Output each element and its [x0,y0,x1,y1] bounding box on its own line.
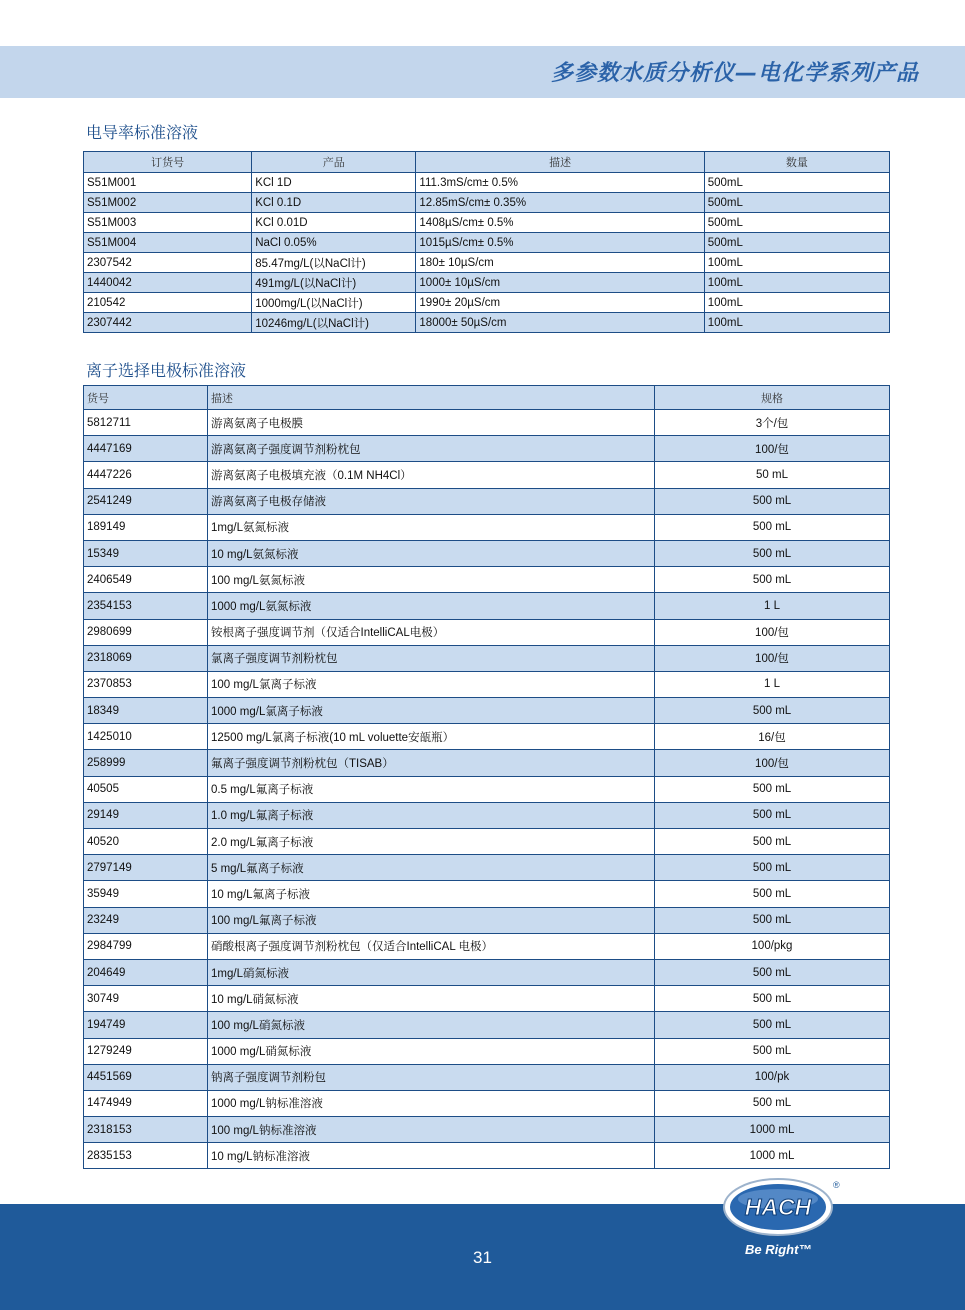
table-cell: 500 mL [655,698,890,724]
table-row [84,488,890,514]
ise-table [83,385,890,1169]
table-cell: 100 mg/L氯离子标液 [208,671,655,697]
table-cell: 游离氨离子强度调节剂粉枕包 [208,436,655,462]
table-cell: 2406549 [84,567,208,593]
table-row [84,193,890,213]
table-row [84,514,890,540]
table-cell: 23249 [84,907,208,933]
conductivity-section-title: 电导率标准溶液 [86,123,199,142]
table-cell: 500 mL [655,540,890,566]
table-row [84,410,890,436]
table-row [84,1090,890,1116]
table-cell: 100 mg/L钠标准溶液 [208,1117,655,1143]
table-cell: 2541249 [84,488,208,514]
table-cell: 500 mL [655,567,890,593]
table-cell: 491mg/L(以NaCl计) [252,273,416,293]
table-cell: 10 mg/L硝氮标液 [208,986,655,1012]
column-header: 产品 [252,152,416,173]
table-cell: 游离氨离子电极存储液 [208,488,655,514]
table-row [84,907,890,933]
tagline: Be Right™ [745,1242,812,1257]
table-cell: KCl 0.01D [252,213,416,233]
table-cell: 40520 [84,829,208,855]
table-cell: 3个/包 [655,410,890,436]
table-cell: 500 mL [655,488,890,514]
table-cell: S51M001 [84,173,252,193]
table-cell: 500 mL [655,514,890,540]
table-row [84,593,890,619]
table-cell: 2318153 [84,1117,208,1143]
column-header: 数量 [704,152,889,173]
table-cell: 29149 [84,802,208,828]
table-cell: 游离氨离子电极膜 [208,410,655,436]
table-cell: 500 mL [655,907,890,933]
table-row [84,1038,890,1064]
table-cell: 5 mg/L氟离子标液 [208,855,655,881]
table-cell: 100mL [704,293,889,313]
table-cell: 18349 [84,698,208,724]
table-cell: 1.0 mg/L氟离子标液 [208,802,655,828]
table-cell: 2980699 [84,619,208,645]
table-cell: 100mL [704,313,889,333]
column-header: 货号 [84,386,208,410]
table-cell: 500 mL [655,881,890,907]
table-cell: 500 mL [655,1038,890,1064]
table-cell: 1990± 20µS/cm [416,293,704,313]
table-cell: 10246mg/L(以NaCl计) [252,313,416,333]
table-row [84,1012,890,1038]
table-cell: 1 L [655,671,890,697]
table-row [84,1117,890,1143]
table-cell: 1000 mL [655,1117,890,1143]
table-cell: 500 mL [655,986,890,1012]
table-cell: 500mL [704,173,889,193]
table-row [84,698,890,724]
table-cell: 游离氨离子电极填充液（0.1M NH4Cl） [208,462,655,488]
table-cell: 氯离子强度调节剂粉枕包 [208,645,655,671]
conductivity-table [83,151,890,333]
table-cell: 189149 [84,514,208,540]
hach-logo-text: HACH [744,1194,812,1220]
table-cell: 铵根离子强度调节剂（仅适合IntelliCAL电极） [208,619,655,645]
table-cell: NaCl 0.05% [252,233,416,253]
table-cell: S51M003 [84,213,252,233]
table-row [84,273,890,293]
hach-logo [722,1175,838,1237]
table-cell: 100mL [704,253,889,273]
table-cell: 500 mL [655,802,890,828]
ise-section-title: 离子选择电极标准溶液 [86,361,247,380]
table-cell: 111.3mS/cm± 0.5% [416,173,704,193]
table-cell: 500 mL [655,959,890,985]
table-row [84,540,890,566]
table-cell: 2370853 [84,671,208,697]
table-cell: 1474949 [84,1090,208,1116]
table-cell: KCl 0.1D [252,193,416,213]
table-row [84,645,890,671]
column-header: 描述 [416,152,704,173]
table-cell: 4451569 [84,1064,208,1090]
table-cell: 100/pkg [655,933,890,959]
table-cell: 1408µS/cm± 0.5% [416,213,704,233]
table-cell: 500mL [704,233,889,253]
table-cell: 500mL [704,213,889,233]
table-cell: KCl 1D [252,173,416,193]
table-row [84,1064,890,1090]
table-cell: 18000± 50µS/cm [416,313,704,333]
table-cell: 15349 [84,540,208,566]
page-title: 多参数水质分析仪—电化学系列产品 [550,61,919,86]
table-cell: 16/包 [655,724,890,750]
table-row [84,233,890,253]
table-cell: 100/包 [655,436,890,462]
table-cell: 2984799 [84,933,208,959]
table-cell: 30749 [84,986,208,1012]
table-cell: 10 mg/L氨氮标液 [208,540,655,566]
table-cell: 500 mL [655,1012,890,1038]
table-row [84,567,890,593]
table-cell: 钠离子强度调节剂粉包 [208,1064,655,1090]
table-row [84,829,890,855]
table-cell: 2307542 [84,253,252,273]
table-row [84,776,890,802]
table-cell: 2835153 [84,1143,208,1169]
table-cell: 2797149 [84,855,208,881]
table-cell: 1279249 [84,1038,208,1064]
table-cell: 1mg/L硝氮标液 [208,959,655,985]
table-cell: S51M004 [84,233,252,253]
table-cell: 100/包 [655,619,890,645]
column-header: 规格 [655,386,890,410]
table-cell: 100 mg/L氨氮标液 [208,567,655,593]
column-header: 描述 [208,386,655,410]
table-header-row [84,386,890,410]
table-cell: 500 mL [655,829,890,855]
table-row [84,959,890,985]
table-cell: 4447226 [84,462,208,488]
table-cell: 1440042 [84,273,252,293]
table-cell: 100/包 [655,750,890,776]
table-cell: 100 mg/L硝氮标液 [208,1012,655,1038]
table-cell: 5812711 [84,410,208,436]
table-cell: 1000 mg/L硝氮标液 [208,1038,655,1064]
table-cell: 500 mL [655,1090,890,1116]
table-cell: 硝酸根离子强度调节剂粉枕包（仅适合IntelliCAL 电极） [208,933,655,959]
table-row [84,436,890,462]
table-cell: 12500 mg/L氯离子标液(10 mL voluette安瓿瓶） [208,724,655,750]
table-row [84,750,890,776]
table-cell: 100/pk [655,1064,890,1090]
table-cell: 500 mL [655,855,890,881]
page-number: 31 [473,1248,492,1267]
table-cell: 2354153 [84,593,208,619]
table-row [84,619,890,645]
registered-mark: ® [833,1180,840,1190]
table-cell: S51M002 [84,193,252,213]
table-row [84,293,890,313]
table-cell: 194749 [84,1012,208,1038]
table-cell: 100mL [704,273,889,293]
table-row [84,313,890,333]
table-cell: 40505 [84,776,208,802]
table-cell: 258999 [84,750,208,776]
table-cell: 氟离子强度调节剂粉枕包（TISAB） [208,750,655,776]
table-cell: 2318069 [84,645,208,671]
table-cell: 1000 mg/L氨氮标液 [208,593,655,619]
table-cell: 1000 mg/L钠标准溶液 [208,1090,655,1116]
table-cell: 210542 [84,293,252,313]
table-cell: 1000 mL [655,1143,890,1169]
table-cell: 12.85mS/cm± 0.35% [416,193,704,213]
table-cell: 50 mL [655,462,890,488]
table-cell: 2307442 [84,313,252,333]
column-header: 订货号 [84,152,252,173]
table-cell: 1000 mg/L氯离子标液 [208,698,655,724]
table-cell: 1 L [655,593,890,619]
table-cell: 204649 [84,959,208,985]
table-cell: 35949 [84,881,208,907]
table-cell: 1015µS/cm± 0.5% [416,233,704,253]
table-row [84,986,890,1012]
table-row [84,724,890,750]
table-row [84,881,890,907]
table-row [84,802,890,828]
table-cell: 4447169 [84,436,208,462]
table-cell: 100 mg/L氟离子标液 [208,907,655,933]
table-cell: 180± 10µS/cm [416,253,704,273]
table-row [84,1143,890,1169]
table-cell: 2.0 mg/L氟离子标液 [208,829,655,855]
table-cell: 1000mg/L(以NaCl计) [252,293,416,313]
table-cell: 10 mg/L氟离子标液 [208,881,655,907]
table-row [84,671,890,697]
table-cell: 500 mL [655,776,890,802]
table-cell: 10 mg/L钠标准溶液 [208,1143,655,1169]
table-row [84,855,890,881]
table-cell: 85.47mg/L(以NaCl计) [252,253,416,273]
table-row [84,462,890,488]
table-cell: 500mL [704,193,889,213]
table-row [84,173,890,193]
table-row [84,253,890,273]
table-cell: 1425010 [84,724,208,750]
table-row [84,933,890,959]
table-cell: 100/包 [655,645,890,671]
table-row [84,213,890,233]
table-cell: 0.5 mg/L氟离子标液 [208,776,655,802]
header-band [0,46,965,98]
table-cell: 1000± 10µS/cm [416,273,704,293]
table-cell: 1mg/L氨氮标液 [208,514,655,540]
table-header-row [84,152,890,173]
